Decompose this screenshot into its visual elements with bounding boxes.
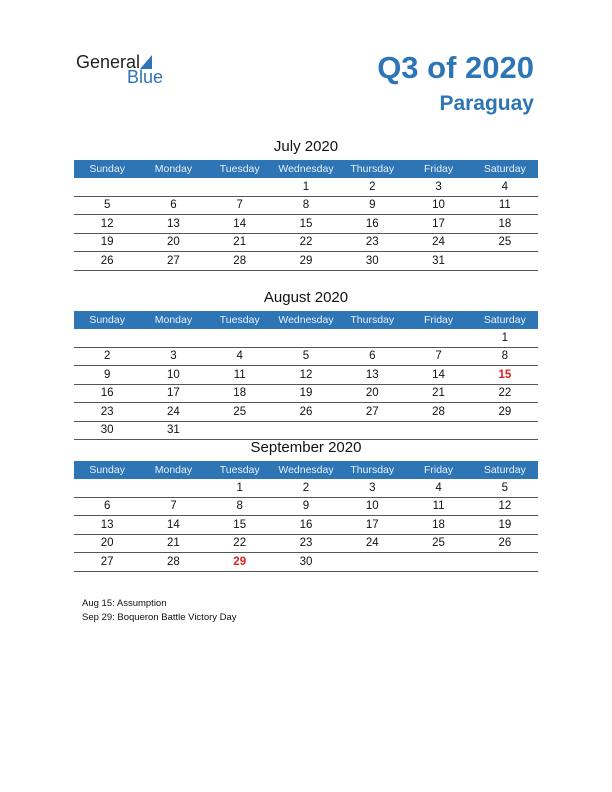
day-cell: 1 (207, 479, 273, 497)
day-cell: 4 (405, 479, 471, 497)
day-cell: 14 (140, 516, 206, 535)
week-row (74, 479, 538, 497)
weekday-header-row (74, 160, 538, 178)
empty-day-cell (140, 479, 206, 497)
day-cell: 12 (273, 366, 339, 385)
day-cell: 2 (273, 479, 339, 497)
calendar-grid (74, 160, 538, 271)
calendar-grid (74, 461, 538, 572)
weekday-header-sunday: Sunday (74, 311, 140, 329)
day-cell: 27 (74, 553, 140, 572)
day-cell: 11 (472, 196, 538, 215)
day-cell: 26 (74, 252, 140, 271)
day-cell: 19 (74, 233, 140, 252)
day-cell: 9 (273, 497, 339, 516)
day-cell: 17 (405, 215, 471, 234)
day-cell: 20 (140, 233, 206, 252)
calendar-body (74, 178, 538, 270)
day-cell: 6 (74, 497, 140, 516)
week-row (74, 215, 538, 234)
day-cell: 7 (207, 196, 273, 215)
day-cell: 7 (140, 497, 206, 516)
holiday-note: Aug 15: Assumption (82, 598, 167, 609)
page-title: Q3 of 2020 (377, 50, 534, 85)
day-cell: 1 (273, 178, 339, 196)
day-cell: 16 (74, 384, 140, 403)
day-cell: 13 (339, 366, 405, 385)
month-calendar-august (74, 287, 538, 440)
weekday-header-monday: Monday (140, 311, 206, 329)
weekday-header-wednesday: Wednesday (273, 461, 339, 479)
empty-day-cell (207, 329, 273, 347)
day-cell: 20 (74, 534, 140, 553)
day-cell: 29 (472, 403, 538, 422)
empty-day-cell (339, 553, 405, 572)
day-cell: 2 (339, 178, 405, 196)
empty-day-cell (472, 553, 538, 572)
week-row (74, 196, 538, 215)
day-cell: 15 (273, 215, 339, 234)
week-row (74, 497, 538, 516)
weekday-header-friday: Friday (405, 461, 471, 479)
day-cell: 3 (140, 347, 206, 366)
day-cell: 10 (140, 366, 206, 385)
day-cell: 30 (74, 421, 140, 440)
holiday-note: Sep 29: Boqueron Battle Victory Day (82, 611, 237, 623)
day-cell: 31 (140, 421, 206, 440)
day-cell: 24 (339, 534, 405, 553)
weekday-header-saturday: Saturday (472, 160, 538, 178)
weekday-header-row (74, 311, 538, 329)
day-cell: 28 (140, 553, 206, 572)
day-cell: 23 (339, 233, 405, 252)
week-row (74, 516, 538, 535)
weekday-header-wednesday: Wednesday (273, 311, 339, 329)
month-calendar-september (74, 437, 538, 572)
day-cell: 13 (140, 215, 206, 234)
country-name: Paraguay (439, 92, 534, 115)
day-cell: 30 (273, 553, 339, 572)
weekday-header-sunday: Sunday (74, 461, 140, 479)
weekday-header-tuesday: Tuesday (207, 461, 273, 479)
day-cell: 10 (405, 196, 471, 215)
day-cell: 20 (339, 384, 405, 403)
holiday-notes (82, 597, 237, 624)
day-cell: 13 (74, 516, 140, 535)
day-cell: 29 (273, 252, 339, 271)
day-cell: 5 (74, 196, 140, 215)
day-cell: 4 (207, 347, 273, 366)
empty-day-cell (74, 479, 140, 497)
day-cell: 3 (339, 479, 405, 497)
day-cell: 21 (405, 384, 471, 403)
day-cell: 27 (140, 252, 206, 271)
day-cell: 10 (339, 497, 405, 516)
day-cell: 25 (405, 534, 471, 553)
empty-day-cell (74, 329, 140, 347)
day-cell: 24 (140, 403, 206, 422)
weekday-header-saturday: Saturday (472, 311, 538, 329)
day-cell: 19 (472, 516, 538, 535)
weekday-header-wednesday: Wednesday (273, 160, 339, 178)
day-cell: 18 (207, 384, 273, 403)
day-cell: 27 (339, 403, 405, 422)
day-cell: 16 (339, 215, 405, 234)
week-row (74, 366, 538, 385)
weekday-header-tuesday: Tuesday (207, 160, 273, 178)
day-cell: 26 (273, 403, 339, 422)
day-cell: 22 (472, 384, 538, 403)
week-row (74, 178, 538, 196)
day-cell: 8 (472, 347, 538, 366)
day-cell: 19 (273, 384, 339, 403)
day-cell: 6 (140, 196, 206, 215)
calendar-body (74, 329, 538, 440)
day-cell: 9 (339, 196, 405, 215)
empty-day-cell (140, 329, 206, 347)
day-cell: 31 (405, 252, 471, 271)
day-cell: 23 (74, 403, 140, 422)
day-cell: 23 (273, 534, 339, 553)
holiday-day-cell: 15 (472, 366, 538, 385)
weekday-header-friday: Friday (405, 311, 471, 329)
week-row (74, 553, 538, 572)
day-cell: 30 (339, 252, 405, 271)
month-title: July 2020 (273, 138, 339, 155)
calendar-body (74, 479, 538, 571)
weekday-header-thursday: Thursday (339, 311, 405, 329)
day-cell: 5 (273, 347, 339, 366)
empty-day-cell (472, 252, 538, 271)
month-title: August 2020 (263, 289, 349, 306)
week-row (74, 233, 538, 252)
day-cell: 17 (140, 384, 206, 403)
day-cell: 22 (273, 233, 339, 252)
empty-day-cell (273, 329, 339, 347)
week-row (74, 384, 538, 403)
day-cell: 24 (405, 233, 471, 252)
day-cell: 25 (472, 233, 538, 252)
week-row (74, 347, 538, 366)
empty-day-cell (140, 178, 206, 196)
day-cell: 18 (405, 516, 471, 535)
weekday-header-row (74, 461, 538, 479)
day-cell: 11 (207, 366, 273, 385)
day-cell: 8 (273, 196, 339, 215)
day-cell: 15 (207, 516, 273, 535)
day-cell: 7 (405, 347, 471, 366)
week-row (74, 252, 538, 271)
month-title: September 2020 (250, 439, 362, 456)
day-cell: 21 (140, 534, 206, 553)
day-cell: 9 (74, 366, 140, 385)
day-cell: 4 (472, 178, 538, 196)
day-cell: 25 (207, 403, 273, 422)
empty-day-cell (207, 178, 273, 196)
day-cell: 21 (207, 233, 273, 252)
empty-day-cell (405, 329, 471, 347)
weekday-header-saturday: Saturday (472, 461, 538, 479)
day-cell: 6 (339, 347, 405, 366)
weekday-header-thursday: Thursday (339, 461, 405, 479)
empty-day-cell (74, 178, 140, 196)
week-row (74, 329, 538, 347)
day-cell: 18 (472, 215, 538, 234)
day-cell: 22 (207, 534, 273, 553)
weekday-header-thursday: Thursday (339, 160, 405, 178)
day-cell: 28 (207, 252, 273, 271)
empty-day-cell (339, 329, 405, 347)
day-cell: 16 (273, 516, 339, 535)
empty-day-cell (405, 553, 471, 572)
day-cell: 12 (472, 497, 538, 516)
day-cell: 26 (472, 534, 538, 553)
weekday-header-friday: Friday (405, 160, 471, 178)
weekday-header-monday: Monday (140, 461, 206, 479)
day-cell: 3 (405, 178, 471, 196)
calendar-grid (74, 311, 538, 440)
day-cell: 11 (405, 497, 471, 516)
day-cell: 5 (472, 479, 538, 497)
day-cell: 14 (405, 366, 471, 385)
holiday-day-cell: 29 (207, 553, 273, 572)
logo-general-text: General (76, 52, 141, 72)
week-row (74, 534, 538, 553)
day-cell: 8 (207, 497, 273, 516)
day-cell: 14 (207, 215, 273, 234)
day-cell: 1 (472, 329, 538, 347)
week-row (74, 403, 538, 422)
weekday-header-tuesday: Tuesday (207, 311, 273, 329)
weekday-header-sunday: Sunday (74, 160, 140, 178)
day-cell: 17 (339, 516, 405, 535)
day-cell: 28 (405, 403, 471, 422)
weekday-header-monday: Monday (140, 160, 206, 178)
day-cell: 12 (74, 215, 140, 234)
month-calendar-july (74, 136, 538, 271)
day-cell: 2 (74, 347, 140, 366)
logo-blue-text: Blue (127, 67, 164, 87)
